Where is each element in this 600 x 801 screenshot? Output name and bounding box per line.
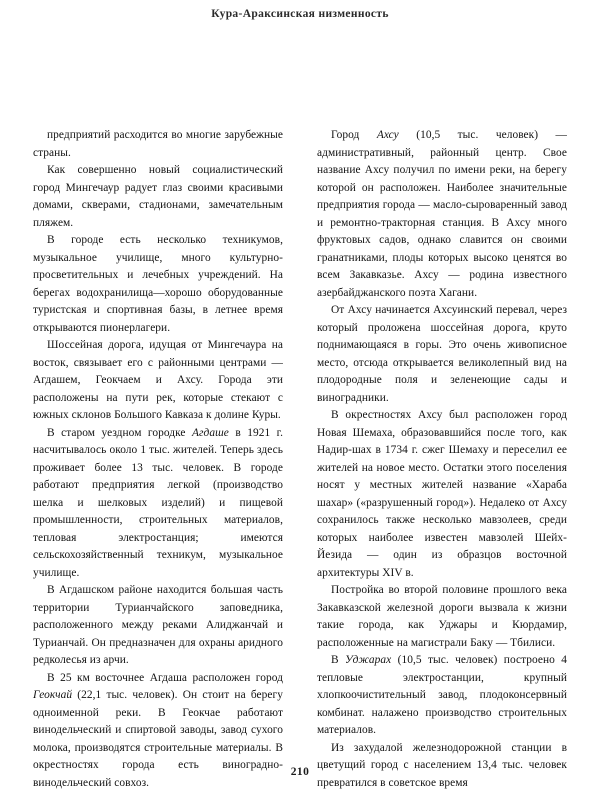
text-run: в 1921 г. насчитывалось около 1 тыс. жителей. Теперь здесь проживает более 13 тыс. человек. В городе работают предприятия легкой (производство шелка и шелковых изделий) и пищевой промышленности, строительных материалов, тепловая электростанция; имеются сельскохозяйственный техникум, музыкальное училище. bbox=[33, 426, 284, 579]
paragraph bbox=[317, 652, 567, 740]
text-run: (10,5 тыс. человек) построено 4 тепловые электростанции, крупный хлопкоочистительный завод, плодоконсервный комбинат. налажено производство строительных материалов. bbox=[317, 654, 568, 736]
italic-place-name: Геокчай bbox=[33, 689, 73, 701]
text-run: Город bbox=[331, 129, 377, 141]
paragraph bbox=[33, 127, 283, 162]
paragraph bbox=[33, 425, 283, 583]
text-run: От Ахсу начинается Ахсуинский перевал, через который проложена шоссейная дорога, круто поднимающаяся в горы. Это очень живописное место, отсюда открывается великолепный вид на плодородные поля и зеленеющие сады и виноградники. bbox=[317, 304, 567, 404]
text-run: (22,1 тыс. человек). Он стоит на берегу одноименной реки. В Геокчае работают винодельческий и спиртовой заводы, завод сухого молока, производятся строительные материалы. В окрестностях города есть виноградно-винодельческий совхоз. bbox=[33, 689, 283, 789]
text-run: Из захудалой железнодорожной станции в цветущий город с населением 13,4 тыс. человек превратился в советское время bbox=[317, 741, 567, 789]
text-run: В старом уездном городке bbox=[47, 426, 193, 439]
text-run: В городе есть несколько техникумов, музыкальное училище, много культурно-просветительных и лечебных учреждений. На берегах водохранилища—хорошо оборудованные туристская и спортивная базы, в летнее время открываются пионерлагери. bbox=[33, 234, 283, 334]
text-body bbox=[33, 127, 567, 792]
text-run: Шоссейная дорога, идущая от Мингечаура на восток, связывает его с районными центрами — Агдашем, Геокчаем и Ахсу. Города эти расположены на пути рек, которые стекают с южных склонов Большого Кавказа к долине Куры. bbox=[33, 339, 283, 421]
paragraph bbox=[317, 302, 567, 407]
text-run: В bbox=[331, 654, 346, 666]
italic-place-name: Агдаше bbox=[192, 426, 229, 439]
text-run: В 25 км восточнее Агдаша расположен город bbox=[47, 671, 283, 684]
paragraph bbox=[33, 582, 283, 670]
text-column-left bbox=[33, 127, 283, 792]
paragraph bbox=[33, 232, 283, 337]
paragraph bbox=[317, 407, 567, 582]
running-header: Кура-Араксинская низменность bbox=[211, 8, 389, 20]
text-column-right bbox=[317, 127, 567, 792]
page-number: 210 bbox=[290, 766, 310, 778]
paragraph bbox=[33, 162, 283, 232]
paragraph bbox=[317, 582, 567, 652]
text-run: Как совершенно новый социалистический город Мингечаур радует глаз своими красивыми домами, скверами, стадионами, замечательным пляжем. bbox=[33, 164, 283, 229]
text-run: В окрестностях Ахсу был расположен город Новая Шемаха, образовавшийся после того, как Надир-шах в 1734 г. сжег Шемаху и переселил ее жителей на новое место. Остатки этого поселения носят у местных жителей название «Хараба шахар» («разрушенный город»). Недалеко от Ахсу сохранилось также несколько мавзолеев, среди которых наиболее известен мавзолей Шейх-Йезида — один из образцов восточной архитектуры XIV в. bbox=[317, 409, 567, 579]
italic-place-name: Уджарах bbox=[345, 654, 392, 666]
text-run: предприятий расходится во многие зарубежные страны. bbox=[33, 129, 283, 159]
text-run: (10,5 тыс. человек) — административный, районный центр. Свое название Ахсу получил по имени реки, на берегу которой он расположен. Наиболее значительные предприятия города — масло-сыроваренный завод и ремонтно-тракторная станция. В Ахсу много фруктовых садов, однако славится он своими гранатниками, плоды которых высоко ценятся во всем Закавказье. Ахсу — родина известного азербайджанского поэта Хагани. bbox=[317, 129, 567, 299]
paragraph bbox=[317, 127, 567, 302]
italic-place-name: Ахсу bbox=[376, 129, 399, 141]
paragraph bbox=[33, 337, 283, 425]
text-run: В Агдашском районе находится большая часть территории Турианчайского заповедника, расположенного между реками Алиджанчай и Турианчай. Он предназначен для охраны аридного редколесья из арчи. bbox=[33, 584, 283, 666]
text-run: Постройка во второй половине прошлого века Закавказской железной дороги вызвала к жизни такие города, как Уджары и Кюрдамир, расположенные на магистрали Баку — Тбилиси. bbox=[317, 584, 567, 649]
